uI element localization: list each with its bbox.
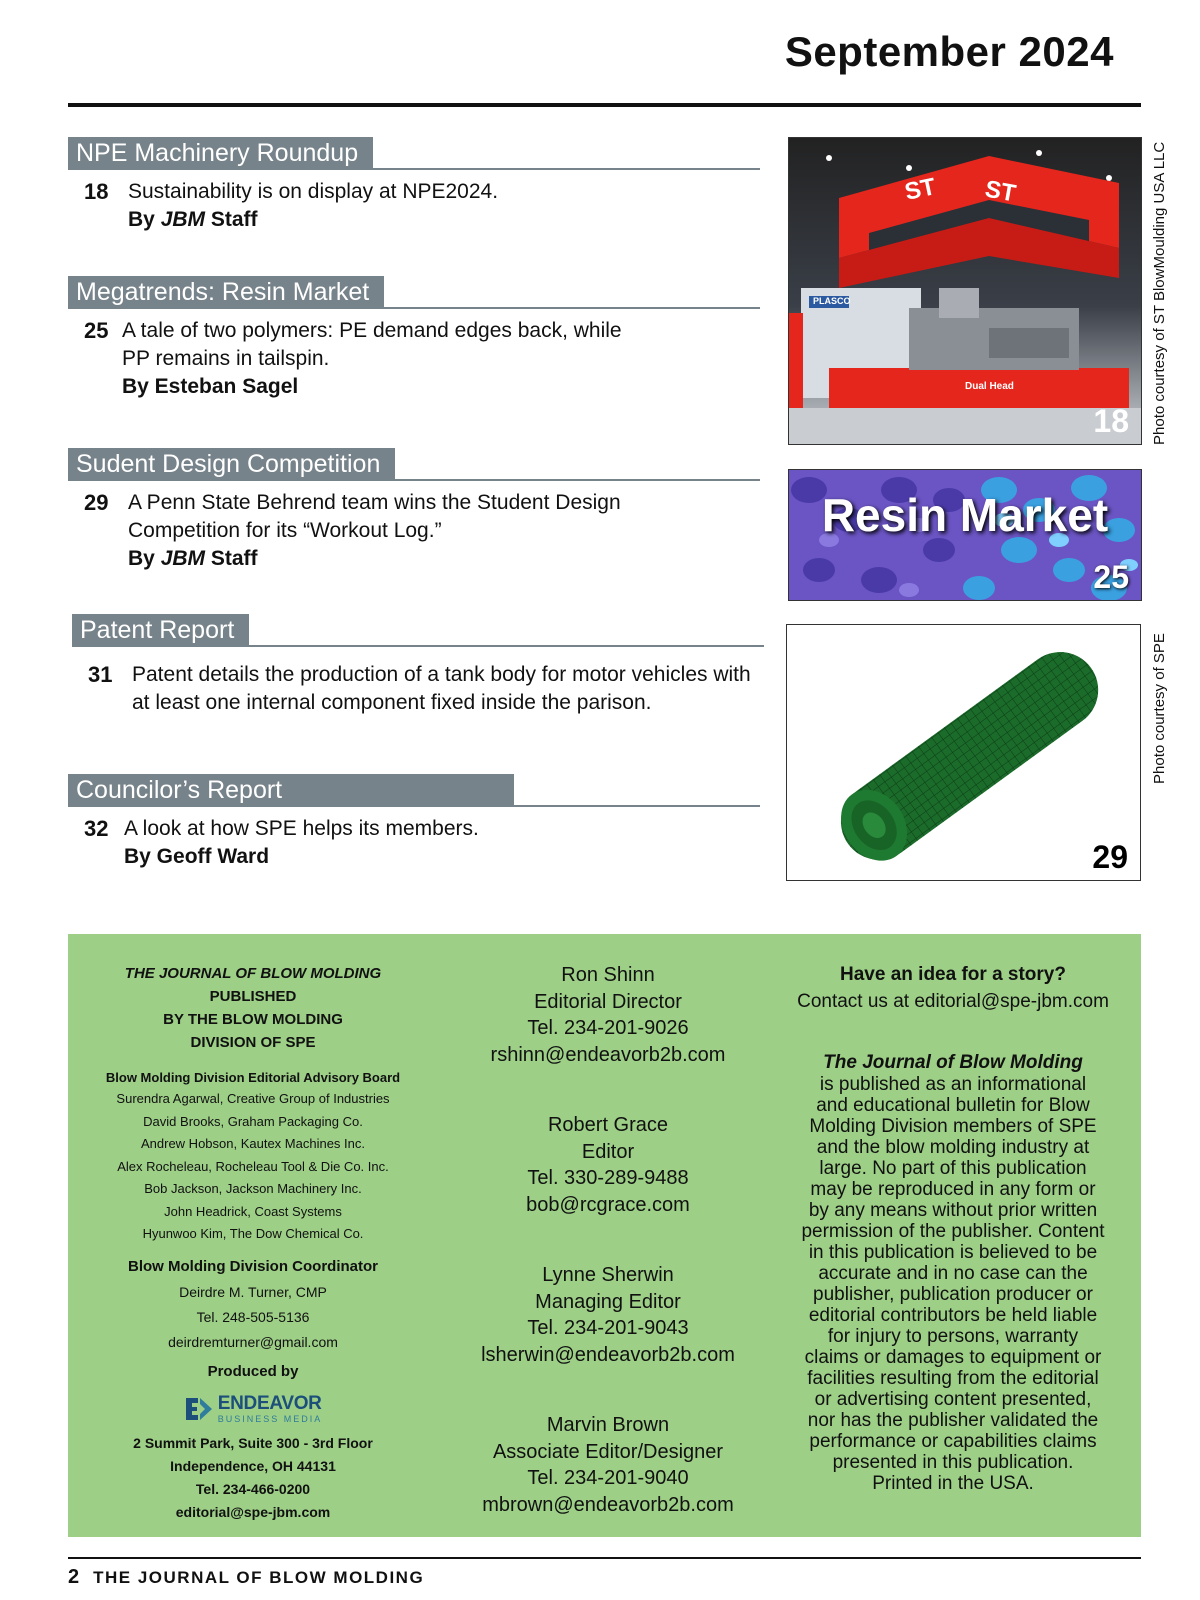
disclaimer-line: Molding Division members of SPE bbox=[809, 1116, 1097, 1137]
address-line: Independence, OH 44131 bbox=[170, 1457, 336, 1474]
photo-page-number: 18 bbox=[1093, 403, 1129, 439]
section-title: Sudent Design Competition bbox=[68, 448, 395, 481]
entry-description: A tale of two polymers: PE demand edges back, while bbox=[122, 319, 622, 342]
issue-date: September 2024 bbox=[784, 28, 1114, 75]
board-member: Andrew Hobson, Kautex Machines Inc. bbox=[140, 1136, 365, 1151]
logo-tagline: BUSINESS MEDIA bbox=[217, 1413, 323, 1424]
coordinator-email[interactable]: deirdremturner@gmail.com bbox=[168, 1333, 338, 1350]
entry-byline: By JBM Staff bbox=[128, 208, 258, 231]
coordinator-heading: Blow Molding Division Coordinator bbox=[128, 1257, 378, 1275]
masthead-box bbox=[68, 934, 1141, 1537]
board-member: Hyunwoo Kim, The Dow Chemical Co. bbox=[142, 1226, 364, 1241]
photo-credit: Photo courtesy of ST BlowMoulding USA LLC bbox=[1151, 141, 1168, 445]
staff-phone: Tel. 234-201-9040 bbox=[527, 1467, 689, 1489]
published-line: DIVISION OF SPE bbox=[190, 1034, 316, 1051]
section-title: Patent Report bbox=[72, 614, 249, 647]
top-rule bbox=[68, 103, 1141, 107]
endeavor-logo-icon bbox=[184, 1394, 214, 1424]
section-header bbox=[72, 614, 764, 647]
toc-entry[interactable] bbox=[68, 317, 760, 401]
toc-section-councilor bbox=[68, 774, 760, 871]
page-footer bbox=[68, 1566, 424, 1589]
masthead-staff-column bbox=[438, 962, 778, 1544]
toc-entry[interactable] bbox=[68, 489, 760, 573]
staff-email[interactable]: bob@rcgrace.com bbox=[526, 1193, 690, 1216]
address-email[interactable]: editorial@spe-jbm.com bbox=[175, 1503, 331, 1520]
staff-phone: Tel. 234-201-9026 bbox=[527, 1017, 689, 1039]
disclaimer-title: The Journal of Blow Molding bbox=[823, 1052, 1083, 1073]
disclaimer-line: Printed in the USA. bbox=[872, 1473, 1034, 1494]
advisory-board-heading: Blow Molding Division Editorial Advisory Board bbox=[105, 1070, 401, 1085]
disclaimer-line: performance or capabilities claims bbox=[809, 1431, 1097, 1452]
bottom-rule bbox=[68, 1557, 1141, 1559]
disclaimer-text bbox=[778, 1074, 1128, 1494]
staff-entry bbox=[438, 1262, 778, 1368]
published-line: BY THE BLOW MOLDING bbox=[163, 1011, 343, 1028]
disclaimer-line: and educational bulletin for Blow bbox=[816, 1095, 1090, 1116]
booth-illustration bbox=[789, 138, 1142, 445]
board-member: John Headrick, Coast Systems bbox=[164, 1203, 342, 1219]
footer-journal-name: THE JOURNAL OF BLOW MOLDING bbox=[93, 1568, 425, 1587]
disclaimer-line: facilities resulting from the editorial bbox=[807, 1368, 1099, 1389]
disclaimer-line: is published as an informational bbox=[819, 1074, 1087, 1095]
story-idea-heading: Have an idea for a story? bbox=[840, 964, 1066, 985]
photo-page-number: 25 bbox=[1093, 559, 1129, 595]
staff-name: Robert Grace bbox=[547, 1114, 669, 1136]
resin-photo-title: Resin Market bbox=[821, 489, 1109, 541]
staff-email[interactable]: lsherwin@endeavorb2b.com bbox=[481, 1343, 735, 1366]
produced-by-label: Produced by bbox=[207, 1362, 299, 1380]
staff-email[interactable]: rshinn@endeavorb2b.com bbox=[490, 1043, 726, 1066]
staff-name: Marvin Brown bbox=[546, 1414, 670, 1436]
disclaimer-line: or advertising content presented, bbox=[814, 1389, 1092, 1410]
toc-entry[interactable] bbox=[72, 661, 764, 717]
board-member: Surendra Agarwal, Creative Group of Industries bbox=[116, 1091, 390, 1106]
resin-market-photo[interactable] bbox=[788, 469, 1142, 601]
entry-byline: By JBM Staff bbox=[128, 547, 258, 570]
disclaimer-line: claims or damages to equipment or bbox=[804, 1347, 1102, 1368]
disclaimer-line: may be reproduced in any form or bbox=[810, 1179, 1096, 1200]
toc-section-design bbox=[68, 448, 760, 573]
staff-entry bbox=[438, 1412, 778, 1518]
section-header bbox=[68, 276, 760, 309]
section-title: Councilor’s Report bbox=[68, 774, 514, 807]
staff-phone: Tel. 234-201-9043 bbox=[527, 1317, 689, 1339]
staff-entry bbox=[438, 1112, 778, 1218]
photo-page-number: 29 bbox=[1092, 839, 1128, 875]
tank-illustration bbox=[787, 625, 1141, 881]
address-line: 2 Summit Park, Suite 300 - 3rd Floor bbox=[133, 1434, 373, 1451]
staff-name: Ron Shinn bbox=[561, 964, 655, 986]
page-number: 18 bbox=[84, 179, 109, 204]
machine-label: Dual Head bbox=[965, 381, 1014, 392]
disclaimer-line: by any means without prior written bbox=[808, 1200, 1098, 1221]
entry-description: Patent details the production of a tank body for motor vehicles with bbox=[132, 663, 751, 686]
toc-entry[interactable] bbox=[68, 815, 760, 871]
booth-sign: ST bbox=[982, 175, 1018, 208]
disclaimer-line: and the blow molding industry at bbox=[816, 1137, 1090, 1158]
disclaimer-line: large. No part of this publication bbox=[819, 1158, 1087, 1179]
booth-banner: PLASCO bbox=[813, 296, 851, 306]
logo-wordmark: ENDEAVOR bbox=[217, 1392, 322, 1414]
toc-section-patent bbox=[72, 614, 764, 717]
disclaimer-line: accurate and in no case can the bbox=[818, 1263, 1088, 1284]
entry-byline: By Geoff Ward bbox=[124, 845, 270, 868]
entry-description: A look at how SPE helps its members. bbox=[124, 817, 479, 840]
entry-description: A Penn State Behrend team wins the Student Design bbox=[128, 491, 621, 514]
disclaimer-line: in this publication is believed to be bbox=[808, 1242, 1098, 1263]
entry-byline: By Esteban Sagel bbox=[122, 375, 299, 398]
entry-description: PP remains in tailspin. bbox=[122, 347, 330, 370]
toc-section-npe bbox=[68, 137, 760, 234]
entry-description: Competition for its “Workout Log.” bbox=[128, 519, 442, 542]
page-number: 29 bbox=[84, 490, 109, 515]
disclaimer-line: publisher, publication producer or bbox=[813, 1284, 1093, 1305]
toc-entry[interactable] bbox=[68, 178, 760, 234]
board-member: Bob Jackson, Jackson Machinery Inc. bbox=[144, 1181, 362, 1196]
disclaimer-line: permission of the publisher. Content bbox=[801, 1221, 1105, 1242]
section-header bbox=[68, 774, 760, 807]
entry-description: at least one internal component fixed inside the parison. bbox=[132, 691, 652, 714]
booth-sign: ST bbox=[902, 173, 939, 206]
board-member: David Brooks, Graham Packaging Co. bbox=[143, 1113, 363, 1129]
staff-name: Lynne Sherwin bbox=[542, 1264, 674, 1286]
staff-title: Editor bbox=[581, 1140, 635, 1163]
section-header bbox=[68, 448, 760, 481]
toc-section-resin bbox=[68, 276, 760, 401]
disclaimer-line: for injury to persons, warranty bbox=[827, 1326, 1079, 1347]
booth-photo[interactable] bbox=[788, 137, 1142, 445]
page-number: 25 bbox=[84, 318, 109, 343]
disclaimer-line: editorial contributors be held liable bbox=[808, 1305, 1098, 1326]
page-number: 31 bbox=[88, 662, 113, 687]
masthead-info-column bbox=[778, 962, 1128, 1494]
photo-credit: Photo courtesy of SPE bbox=[1151, 633, 1168, 784]
footer-page-number: 2 bbox=[68, 1566, 80, 1588]
address-phone: Tel. 234-466-0200 bbox=[195, 1480, 311, 1497]
masthead-publisher-column bbox=[68, 962, 438, 1523]
disclaimer-line: presented in this publication. bbox=[832, 1452, 1074, 1473]
staff-email[interactable]: mbrown@endeavorb2b.com bbox=[482, 1493, 734, 1516]
board-member: Alex Rocheleau, Rocheleau Tool & Die Co. Inc. bbox=[117, 1158, 389, 1174]
staff-entry bbox=[438, 962, 778, 1068]
staff-title: Managing Editor bbox=[535, 1290, 681, 1313]
published-line: PUBLISHED bbox=[209, 988, 297, 1005]
journal-name: THE JOURNAL OF BLOW MOLDING bbox=[124, 965, 382, 982]
coordinator-phone: Tel. 248-505-5136 bbox=[196, 1308, 310, 1325]
endeavor-logo bbox=[184, 1387, 323, 1431]
page-number: 32 bbox=[84, 816, 109, 841]
disclaimer-line: nor has the publisher validated the bbox=[807, 1410, 1099, 1431]
section-title: Megatrends: Resin Market bbox=[68, 276, 384, 309]
section-header bbox=[68, 137, 760, 170]
coordinator-name: Deirdre M. Turner, CMP bbox=[179, 1283, 327, 1300]
tank-photo[interactable] bbox=[786, 624, 1141, 881]
entry-description: Sustainability is on display at NPE2024. bbox=[128, 180, 499, 203]
section-title: NPE Machinery Roundup bbox=[68, 137, 373, 170]
story-idea-contact[interactable]: Contact us at editorial@spe-jbm.com bbox=[797, 991, 1109, 1012]
staff-title: Associate Editor/Designer bbox=[492, 1440, 724, 1463]
staff-phone: Tel. 330-289-9488 bbox=[527, 1167, 689, 1189]
staff-title: Editorial Director bbox=[534, 990, 682, 1013]
